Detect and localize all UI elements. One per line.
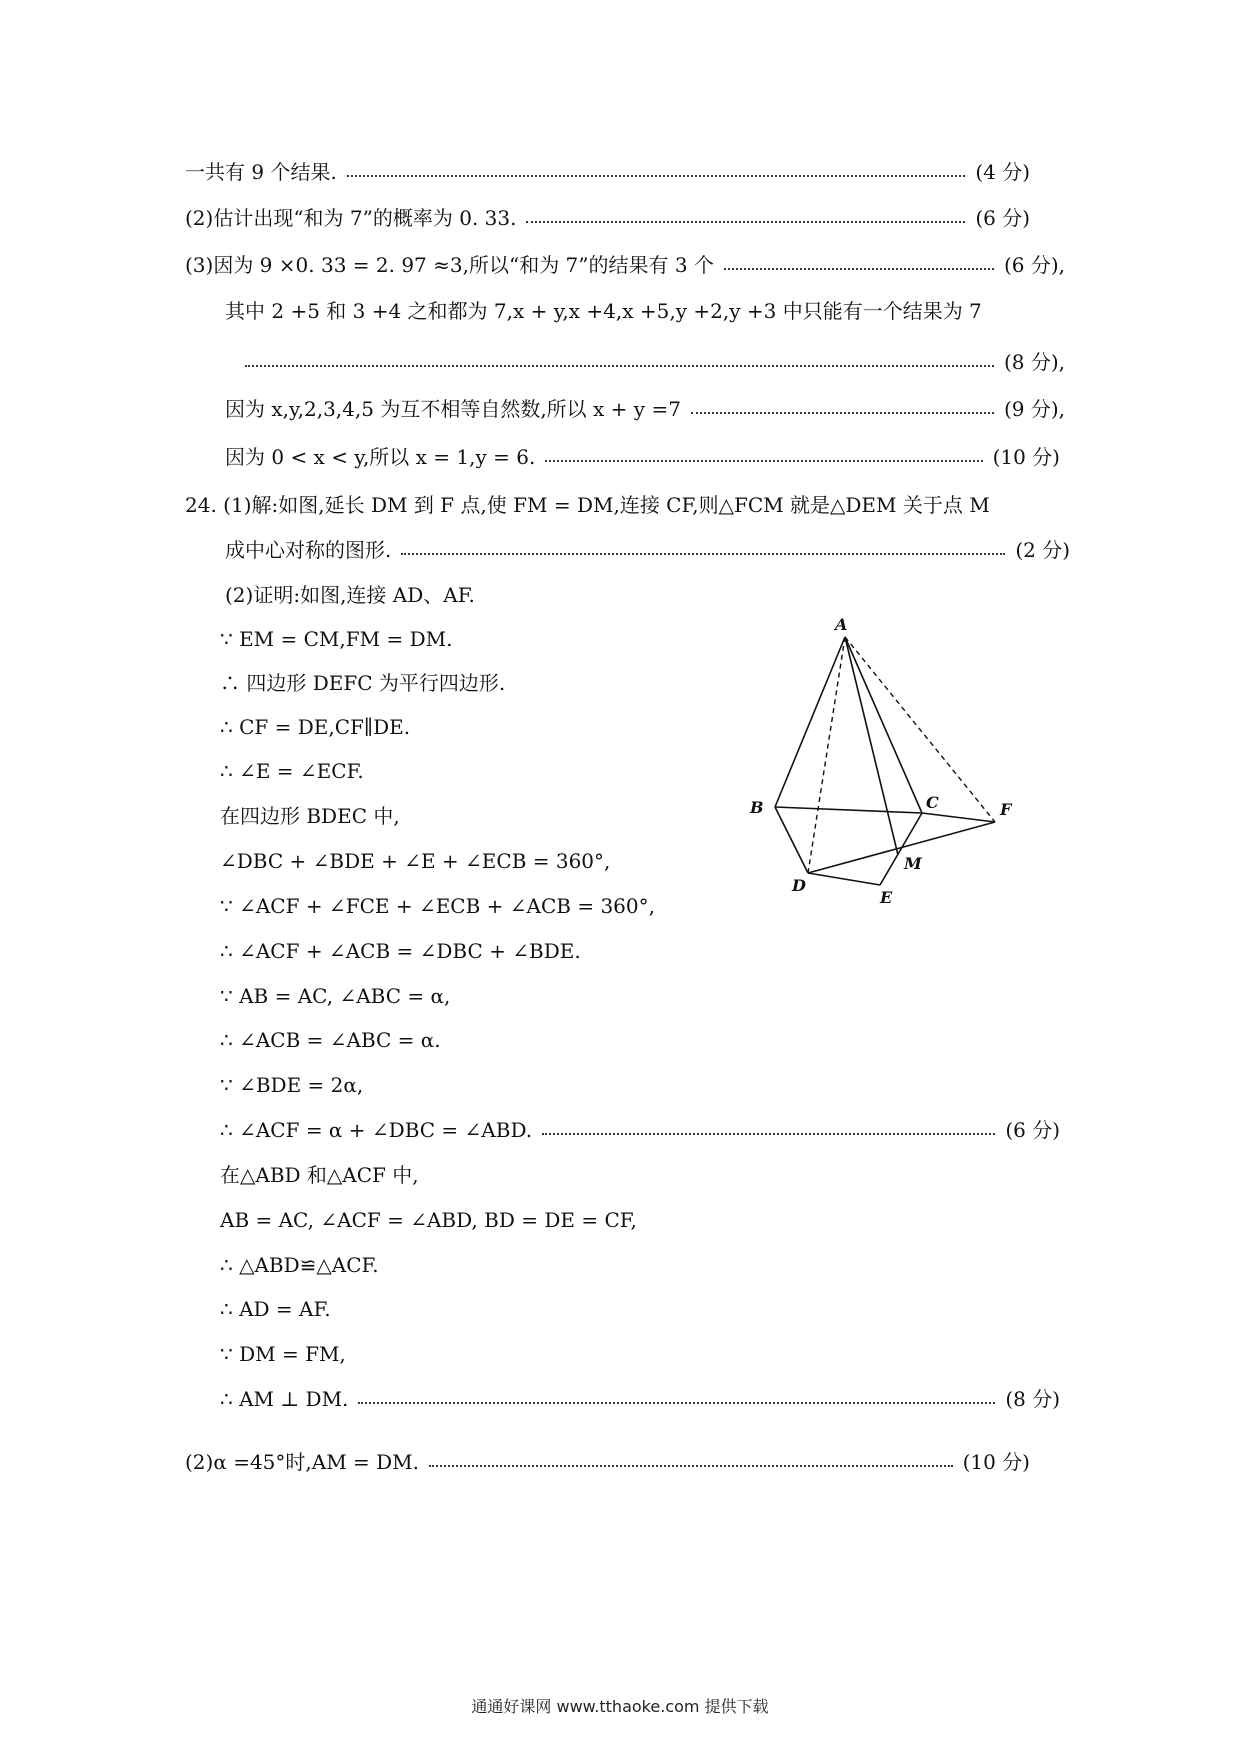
proof-line: ∵ EM = CM,FM = DM. <box>220 627 453 651</box>
dot-leader <box>526 221 965 223</box>
footer-credit: 通通好课网 www.tthaoke.com 提供下载 <box>471 1697 769 1716</box>
solution-line: 其中 2 +5 和 3 +4 之和都为 7,x + y,x +4,x +5,y +2,y +3 中只能有一个结果为 7 <box>225 299 982 323</box>
segment-AB <box>775 637 845 807</box>
proof-line: 在四边形 BDEC 中, <box>220 804 400 828</box>
solution-line <box>225 442 1060 472</box>
solution-line <box>225 535 1070 565</box>
proof-line: ∴ 四边形 DEFC 为平行四边形. <box>220 671 506 695</box>
proof-line: ∴ CF = DE,CF∥DE. <box>220 715 411 739</box>
segment-AC <box>845 637 922 813</box>
score-mark: (9 分), <box>1003 397 1065 421</box>
line-text: (3)因为 9 ×0. 33 = 2. 97 ≈3,所以“和为 7”的结果有 3 个 <box>185 253 714 277</box>
solution-line <box>185 1447 1030 1477</box>
label-M: M <box>904 854 922 873</box>
solution-line <box>220 1115 1060 1145</box>
score-mark: (6 分) <box>975 206 1030 230</box>
line-text: 因为 0 < x < y,所以 x = 1,y = 6. <box>225 445 536 469</box>
dot-leader <box>545 460 982 462</box>
solution-line <box>185 157 1030 187</box>
label-A: A <box>835 615 848 634</box>
proof-line: ∵ AB = AC, ∠ABC = α, <box>220 984 451 1008</box>
score-mark: (10 分) <box>992 445 1060 469</box>
line-text: (2)α =45°时,AM = DM. <box>185 1450 420 1474</box>
label-B: B <box>750 798 764 817</box>
dot-leader <box>245 365 994 367</box>
segment-AD <box>808 637 845 873</box>
dot-leader <box>724 268 994 270</box>
proof-line: ∵ DM = FM, <box>220 1342 346 1366</box>
segment-DE <box>808 873 880 885</box>
problem-24-line: 24. (1)解:如图,延长 DM 到 F 点,使 FM = DM,连接 CF,则△FCM 就是△DEM 关于点 M <box>185 493 990 517</box>
score-mark: (2 分) <box>1015 538 1070 562</box>
score-mark: (8 分) <box>1005 1387 1060 1411</box>
score-mark: (10 分) <box>962 1450 1030 1474</box>
segment-DF <box>808 822 995 873</box>
figure-dashed-lines <box>808 637 995 873</box>
line-text: ∴ ∠ACF = α + ∠DBC = ∠ABD. <box>220 1118 533 1142</box>
label-F: F <box>1000 800 1012 819</box>
label-C: C <box>926 793 939 812</box>
solution-line <box>225 394 1065 424</box>
segment-CF <box>922 813 995 822</box>
proof-line: ∴ AD = AF. <box>220 1297 331 1321</box>
solution-line <box>185 250 1065 280</box>
dot-leader <box>358 1402 995 1404</box>
solution-line <box>185 203 1030 233</box>
dot-leader <box>429 1465 953 1467</box>
label-E: E <box>880 888 893 907</box>
figure-solid-lines <box>775 637 995 885</box>
proof-line: 在△ABD 和△ACF 中, <box>220 1163 419 1187</box>
segment-AM <box>845 637 898 855</box>
dot-leader <box>542 1133 995 1135</box>
score-mark: (4 分) <box>975 160 1030 184</box>
proof-line: (2)证明:如图,连接 AD、AF. <box>225 583 475 607</box>
proof-line: ∵ ∠ACF + ∠FCE + ∠ECB + ∠ACB = 360°, <box>220 894 655 918</box>
proof-line: AB = AC, ∠ACF = ∠ABD, BD = DE = CF, <box>220 1208 637 1232</box>
segment-BC <box>775 807 922 813</box>
dot-leader <box>347 175 966 177</box>
line-text: 成中心对称的图形. <box>225 538 392 562</box>
score-mark: (8 分), <box>1003 350 1065 374</box>
proof-line: ∴ ∠ACB = ∠ABC = α. <box>220 1028 441 1052</box>
proof-line: ∠DBC + ∠BDE + ∠E + ∠ECB = 360°, <box>220 849 611 873</box>
label-D: D <box>792 876 806 895</box>
proof-line: ∴ ∠E = ∠ECF. <box>220 759 364 783</box>
proof-line: ∴ △ABD≌△ACF. <box>220 1253 379 1277</box>
proof-line: ∴ ∠ACF + ∠ACB = ∠DBC + ∠BDE. <box>220 939 581 963</box>
dot-leader <box>401 553 1005 555</box>
line-text: ∴ AM ⊥ DM. <box>220 1387 349 1411</box>
score-mark: (6 分), <box>1003 253 1065 277</box>
segment-BD <box>775 807 808 873</box>
line-text: 因为 x,y,2,3,4,5 为互不相等自然数,所以 x + y =7 <box>225 397 681 421</box>
line-text: (2)估计出现“和为 7”的概率为 0. 33. <box>185 206 517 230</box>
score-mark: (6 分) <box>1005 1118 1060 1142</box>
segment-EC <box>880 813 922 885</box>
proof-line: ∵ ∠BDE = 2α, <box>220 1073 364 1097</box>
line-text: 一共有 9 个结果. <box>185 160 337 184</box>
dot-leader <box>691 412 994 414</box>
solution-line <box>245 347 1065 377</box>
geometry-figure <box>730 615 1030 915</box>
solution-line <box>220 1384 1060 1414</box>
